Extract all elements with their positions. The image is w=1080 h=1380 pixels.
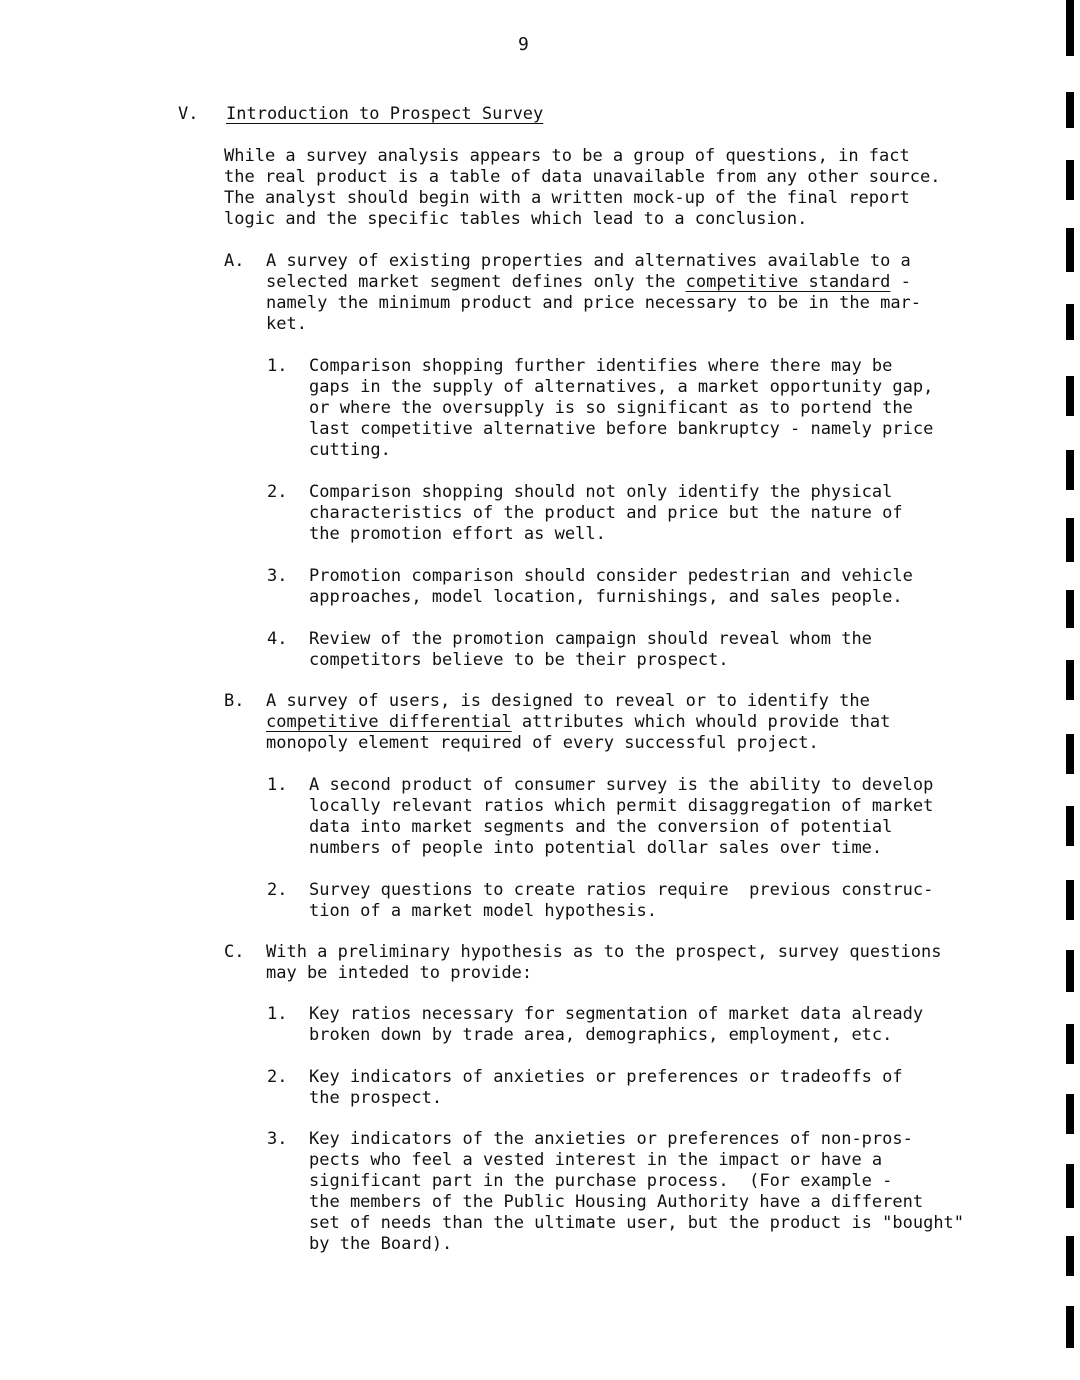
scan-mark bbox=[1066, 1236, 1074, 1276]
scan-edge-marks bbox=[1066, 0, 1080, 1380]
scan-mark bbox=[1066, 0, 1074, 56]
item-text: Key indicators of the anxieties or preferences of non-pros- pects who feel a vested interest in the impact or have a significant part in the purchase process. (For example - the members of the Public Housing Authority have a different set of needs than the ultimate user, but the product is "bought" by the Board). bbox=[309, 1129, 965, 1254]
item-text: A second product of consumer survey is the ability to develop locally relevant ratios which permit disaggregation of market data into market segments and the conversion of potential numbers of people into potential dollar sales over time. bbox=[309, 775, 934, 858]
item-label: 1. bbox=[267, 775, 288, 795]
item-label: A. bbox=[224, 251, 245, 271]
scan-mark bbox=[1066, 160, 1074, 200]
section-title: Introduction to Prospect Survey bbox=[226, 104, 544, 124]
item-label: 3. bbox=[267, 1129, 288, 1149]
page-number: 9 bbox=[518, 34, 529, 55]
scan-mark bbox=[1066, 228, 1074, 272]
item-text: Comparison shopping should not only identify the physical characteristics of the product and price but the nature of the promotion effort as well. bbox=[309, 482, 903, 544]
item-text: A survey of existing properties and alternatives available to a selected market segment defines only the competitive standard - namely the minimum product and price necessary to be in the mar- ket. bbox=[266, 251, 922, 334]
item-text: A survey of users, is designed to reveal or to identify the competitive differential attributes which whould provide that monopoly element required of every successful project. bbox=[266, 691, 891, 753]
scan-mark bbox=[1066, 304, 1074, 340]
scan-mark bbox=[1066, 1164, 1074, 1208]
scan-mark bbox=[1066, 450, 1074, 490]
item-text: Survey questions to create ratios require previous construc- tion of a market model hypothesis. bbox=[309, 880, 934, 921]
item-text: With a preliminary hypothesis as to the prospect, survey questions may be inteded to provide: bbox=[266, 942, 942, 983]
scan-mark bbox=[1066, 518, 1074, 562]
section-intro-paragraph: While a survey analysis appears to be a group of questions, in fact the real product is a table of data unavailable from any other source. The analyst should begin with a written mock-up of the final report logic and the specific tables which lead to a conclusion. bbox=[224, 146, 941, 229]
item-label: 2. bbox=[267, 1067, 288, 1087]
scan-mark bbox=[1066, 734, 1074, 774]
scan-mark bbox=[1066, 880, 1074, 920]
item-label: C. bbox=[224, 942, 245, 962]
item-text: Comparison shopping further identifies where there may be gaps in the supply of alternatives, a market opportunity gap, or where the oversupply is so significant as to portend the last competitive alternative before bankruptcy - namely price cutting. bbox=[309, 356, 934, 460]
competitive-standard-term: competitive standard bbox=[685, 272, 891, 292]
item-label: 4. bbox=[267, 629, 288, 649]
scan-mark bbox=[1066, 92, 1074, 128]
scan-mark bbox=[1066, 1024, 1074, 1064]
section-heading bbox=[178, 104, 543, 125]
scan-mark bbox=[1066, 376, 1074, 416]
scan-mark bbox=[1066, 950, 1074, 992]
item-text: Review of the promotion campaign should reveal whom the competitors believe to be their prospect. bbox=[309, 629, 872, 670]
scan-mark bbox=[1066, 1094, 1074, 1134]
scan-mark bbox=[1066, 806, 1074, 846]
item-label: 1. bbox=[267, 356, 288, 376]
item-label: 3. bbox=[267, 566, 288, 586]
item-label: 1. bbox=[267, 1004, 288, 1024]
item-text: Key indicators of anxieties or preferences or tradeoffs of the prospect. bbox=[309, 1067, 903, 1108]
competitive-differential-term: competitive differential bbox=[266, 712, 512, 732]
scan-mark bbox=[1066, 590, 1074, 628]
item-label: 2. bbox=[267, 880, 288, 900]
section-number: V. bbox=[178, 104, 199, 124]
scan-mark bbox=[1066, 660, 1074, 700]
item-text: Key ratios necessary for segmentation of market data already broken down by trade area, demographics, employment, etc. bbox=[309, 1004, 924, 1045]
item-label: B. bbox=[224, 691, 245, 711]
item-text: Promotion comparison should consider pedestrian and vehicle approaches, model location, furnishings, and sales people. bbox=[309, 566, 913, 607]
item-label: 2. bbox=[267, 482, 288, 502]
scan-mark bbox=[1066, 1306, 1074, 1348]
